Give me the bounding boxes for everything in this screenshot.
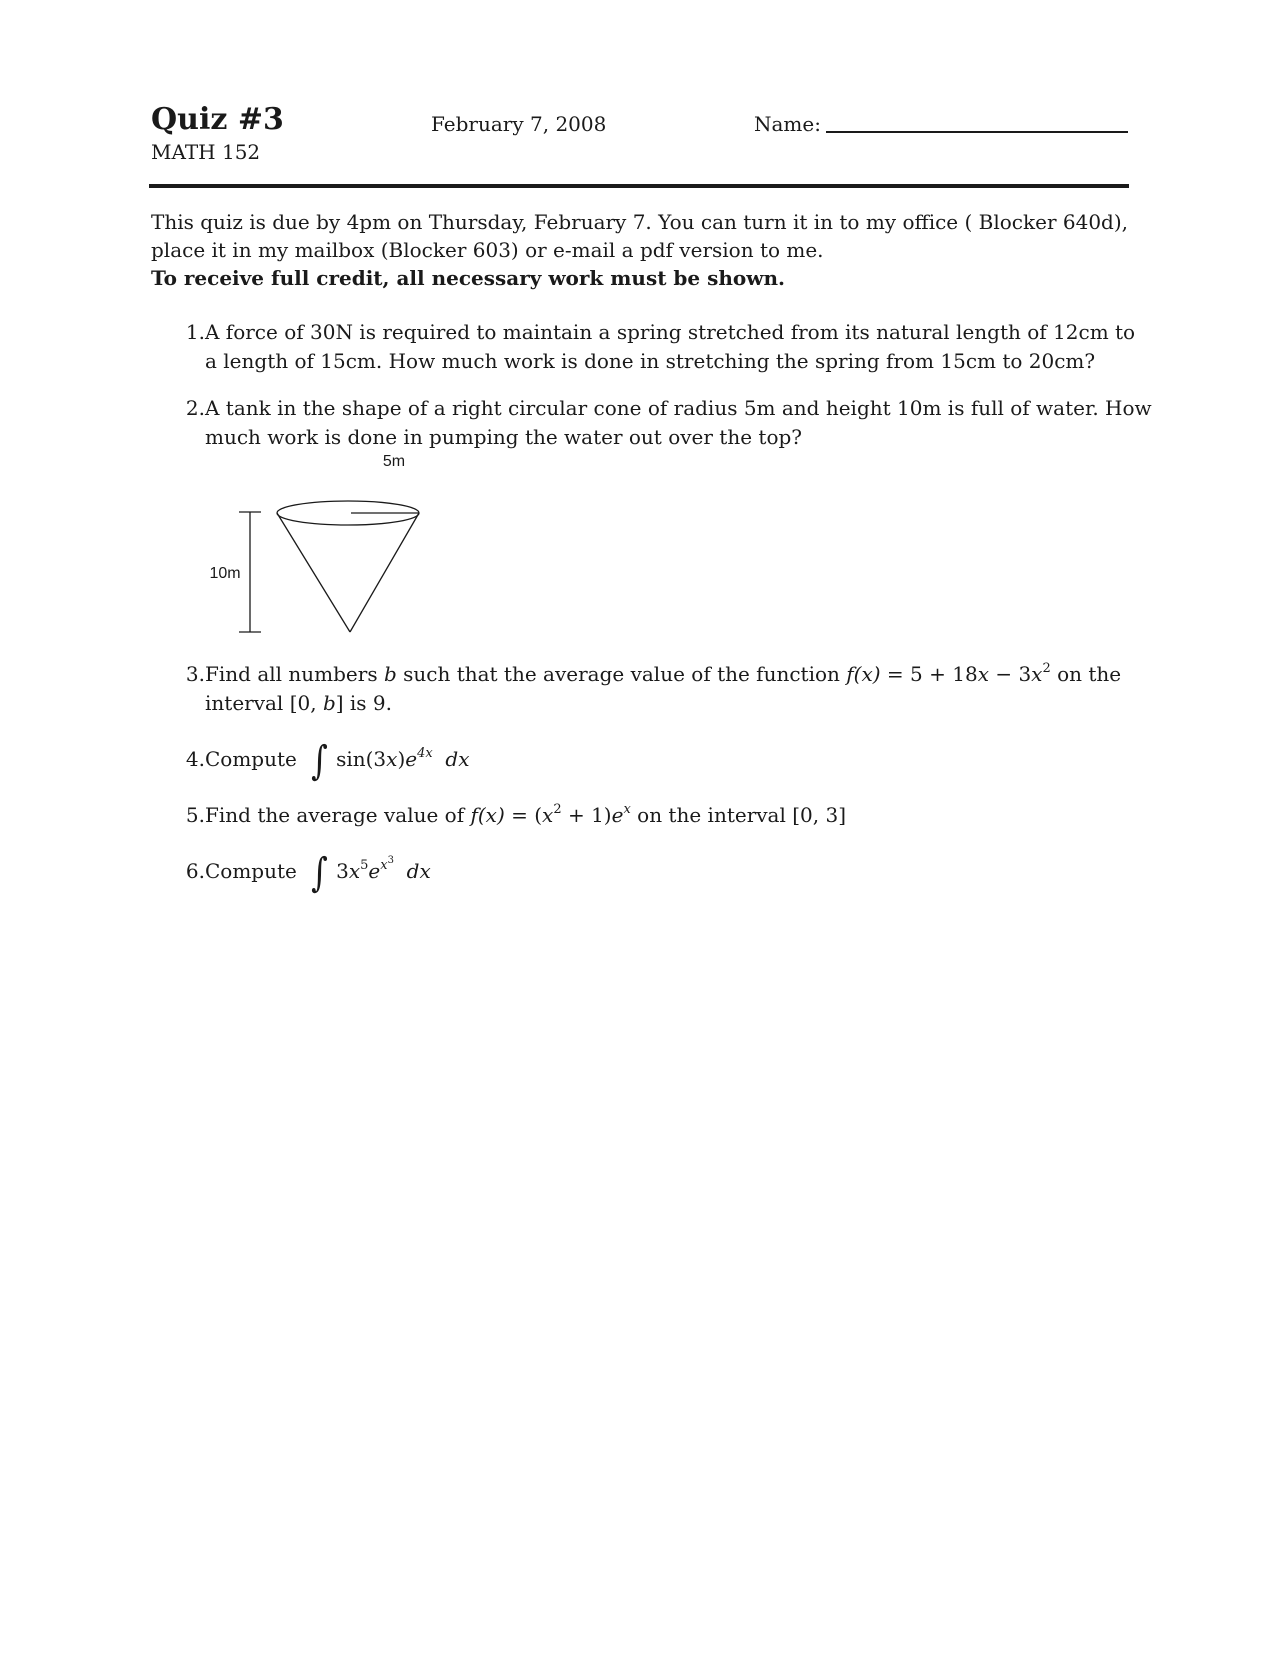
question-text-line: Compute ∫ $3x^5e^{x3}$ dx <box>205 850 431 896</box>
name-blank-line <box>826 131 1128 133</box>
course-name: MATH 152 <box>151 140 261 164</box>
question-number: 5. <box>185 803 205 827</box>
question-text-line: interval [0, b] is 9. <box>205 691 393 715</box>
question-number: 6. <box>185 859 205 883</box>
integral-sign: ∫ <box>311 738 328 784</box>
cone-right-edge <box>350 513 419 632</box>
cone-diagram <box>190 452 450 642</box>
header-rule <box>149 184 1129 188</box>
quiz-date: February 7, 2008 <box>431 112 607 136</box>
radius-label: 5m <box>382 453 406 470</box>
instructions-line-2: place it in my mailbox (Blocker 603) or e-mail a pdf version to me. <box>151 238 824 262</box>
question-text-line: Compute ∫ $\sin(3x)e^{4x}$ dx <box>205 738 470 784</box>
question-number: 1. <box>185 320 205 344</box>
question-number: 4. <box>185 747 205 771</box>
question-text-line: a length of 15cm. How much work is done in stretching the spring from 15cm to 20cm? <box>205 349 1096 373</box>
name-label: Name: <box>754 112 821 136</box>
question-text-line: much work is done in pumping the water out over the top? <box>205 425 803 449</box>
height-label: 10m <box>209 565 241 582</box>
question-text-line: A force of 30N is required to maintain a spring stretched from its natural length of 12cm to <box>205 320 1136 344</box>
quiz-title: Quiz #3 <box>151 102 284 137</box>
question-text-line: Find the average value of $f(x) = (x^2 + 1)e^x$ on the interval [0, 3] <box>205 802 847 827</box>
instructions <box>151 208 1131 292</box>
instructions-line-1: This quiz is due by 4pm on Thursday, February 7. You can turn it in to my office ( Blocker 640d), <box>151 210 1129 234</box>
cone-left-edge <box>277 513 350 632</box>
question-text-line: Find all numbers b such that the average value of the function $f(x) = 5 + 18x - 3x^2$ on the <box>205 661 1122 686</box>
question-text-line: A tank in the shape of a right circular cone of radius 5m and height 10m is full of water. How <box>205 396 1152 420</box>
integral-sign: ∫ <box>311 850 328 896</box>
instructions-emphasis: To receive full credit, all necessary work must be shown. <box>151 266 785 290</box>
question-number: 3. <box>185 662 205 686</box>
question-number: 2. <box>185 396 205 420</box>
